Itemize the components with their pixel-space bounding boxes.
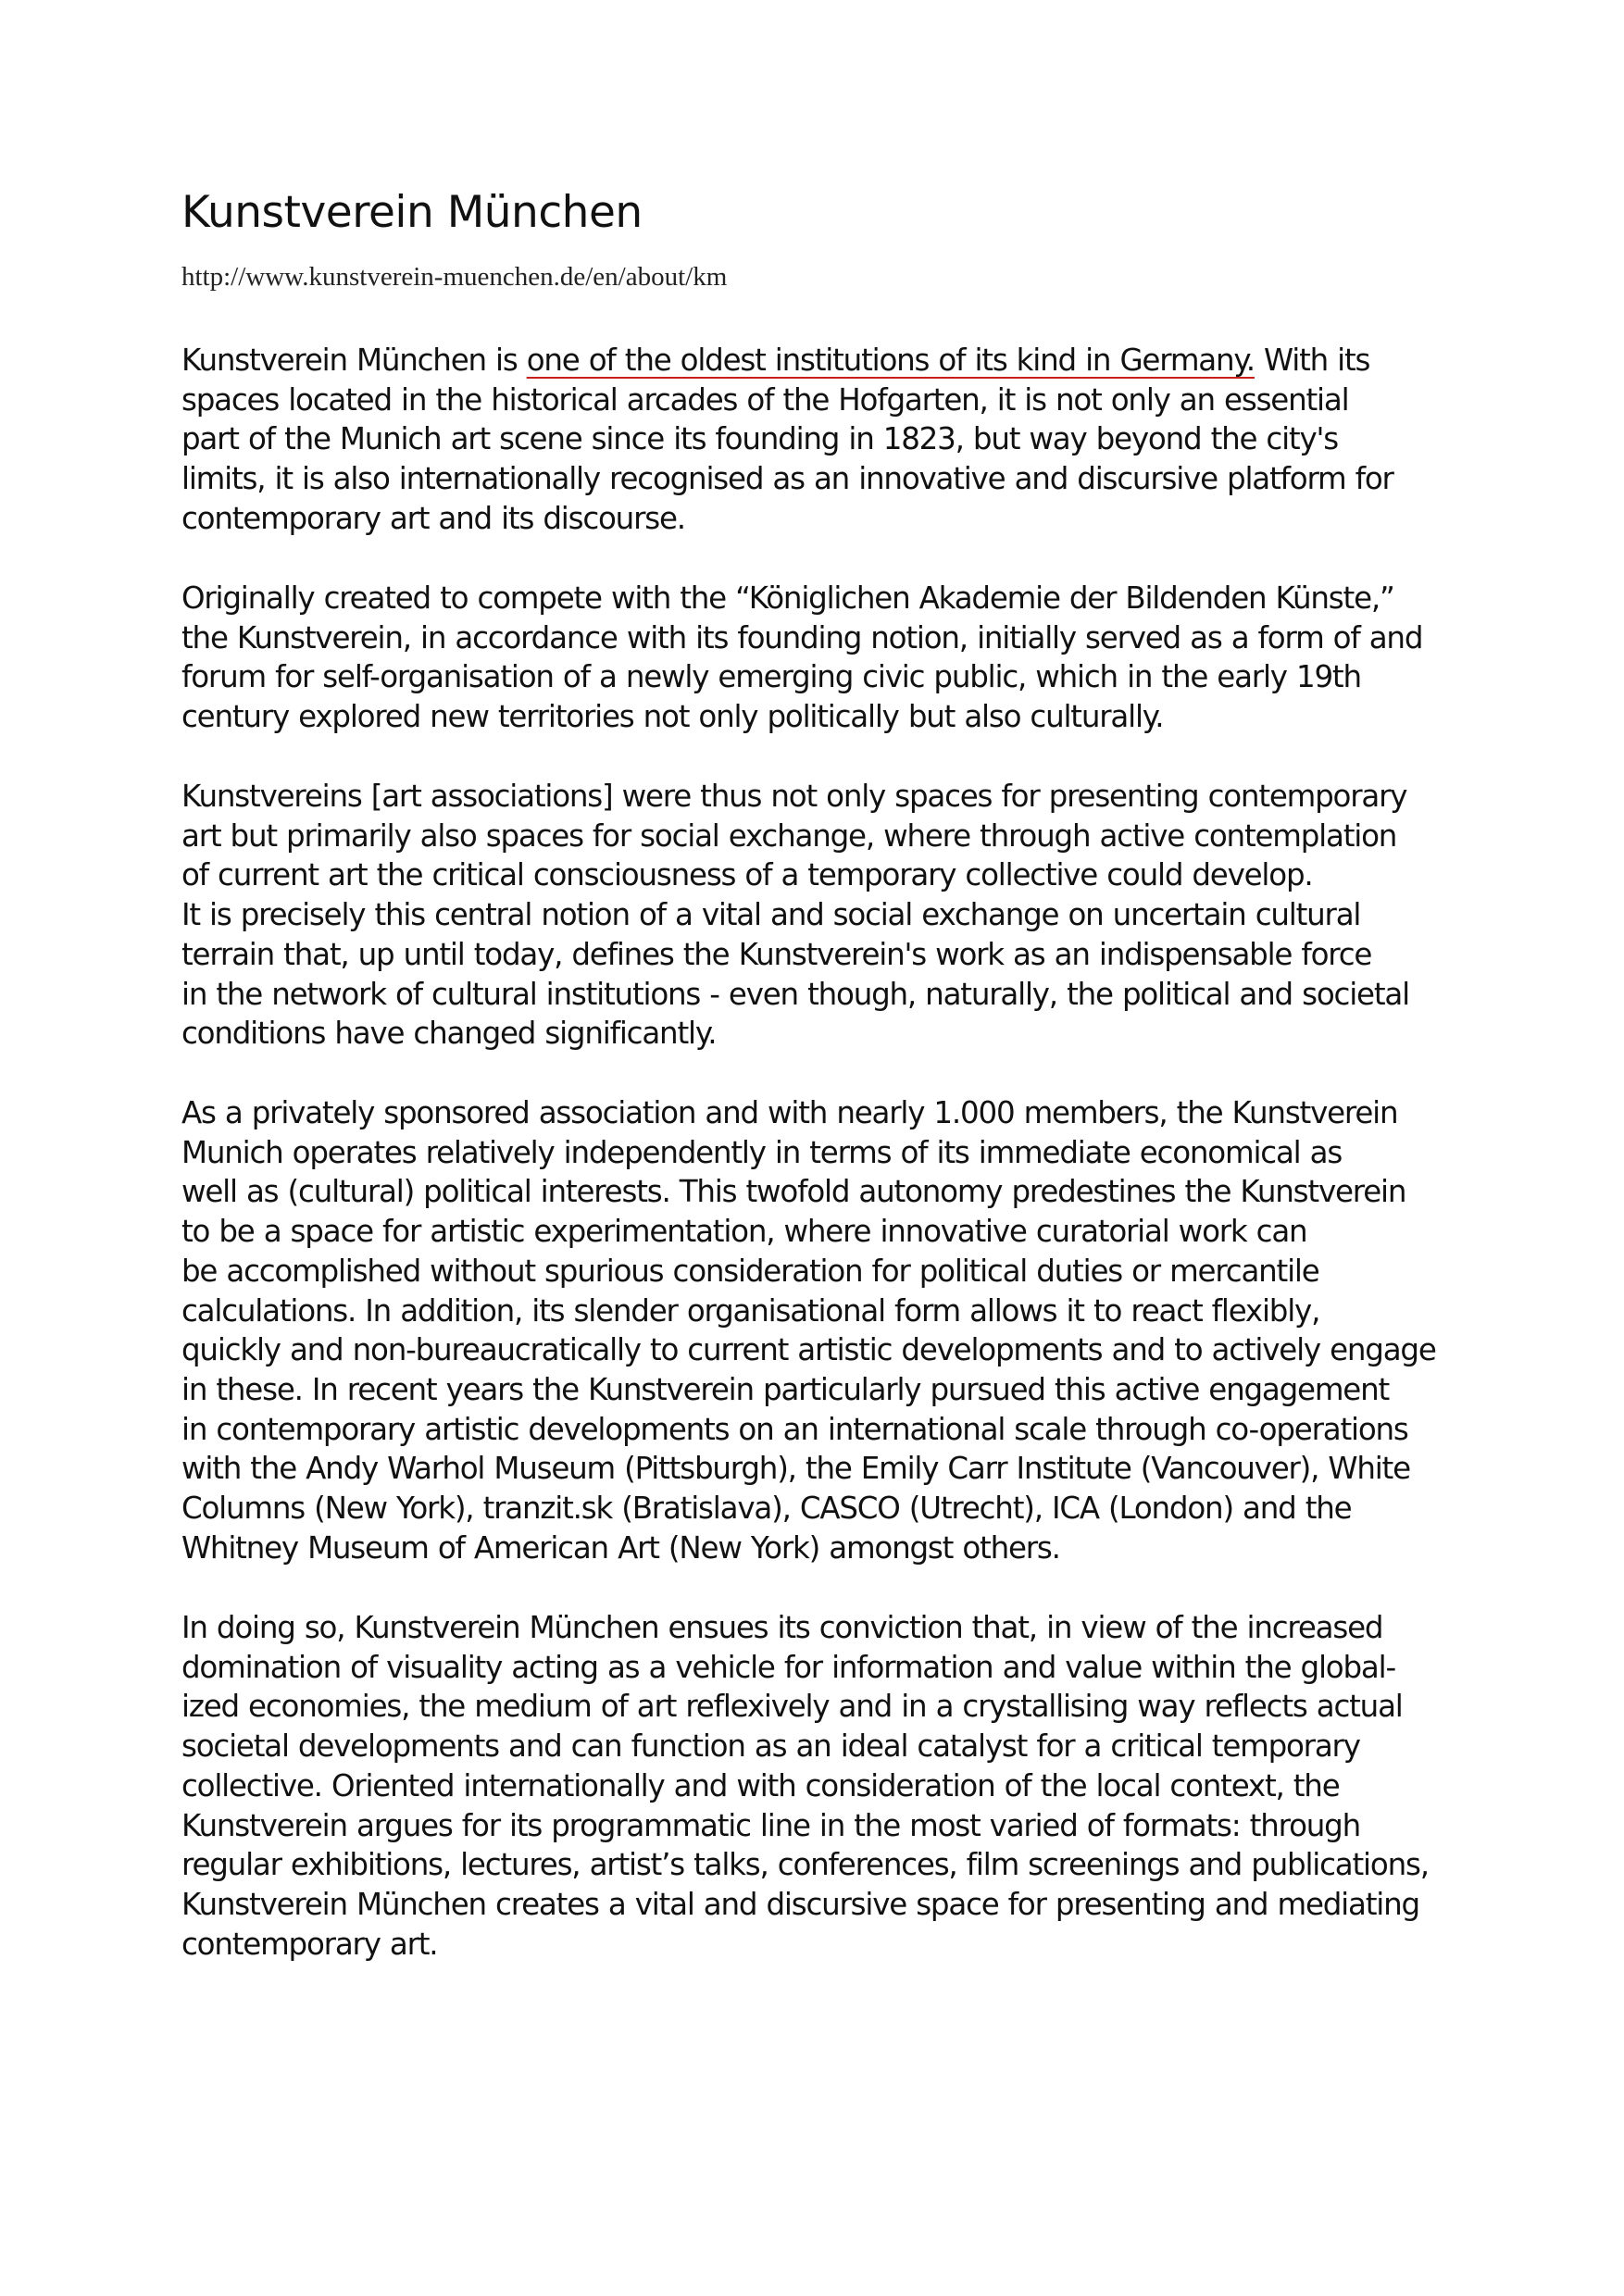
paragraph-social-exchange [181,777,1409,1054]
paragraph-line: Columns (New York), tranzit.sk (Bratislava), CASCO (Utrecht), ICA (London) and the [181,1491,1352,1527]
paragraph-line: Whitney Museum of American Art (New York) amongst others. [181,1529,1060,1566]
paragraph-conviction [181,1608,1429,1964]
paragraph-autonomy [181,1093,1436,1567]
paragraph-line [181,341,1393,381]
paragraph-line: of current art the critical consciousness of a temporary collective could develop. [181,857,1313,893]
highlighted-phrase: one of the oldest institutions of its kind in Germany. [526,343,1255,378]
paragraph-line: terrain that, up until today, defines the Kunstverein's work as an indispensable force [181,936,1372,972]
paragraph-line: contemporary art and its discourse. [181,500,685,536]
paragraph-origins [181,579,1422,737]
paragraph-line: Kunstverein argues for its programmatic line in the most varied of formats: through [181,1807,1360,1843]
paragraph-line: collective. Oriented internationally and with consideration of the local context, the [181,1767,1340,1803]
paragraph-line: Munich operates relatively independently in terms of its immediate economical as [181,1134,1343,1170]
paragraph-line: limits, it is also internationally recognised as an innovative and discursive platform for [181,461,1393,497]
paragraph-line: It is precisely this central notion of a vital and social exchange on uncertain cultural [181,897,1361,933]
paragraph-line: century explored new territories not only politically but also culturally. [181,699,1164,735]
paragraph-line: Originally created to compete with the “Königlichen Akademie der Bildenden Künste,” [181,580,1394,616]
paragraph-line: societal developments and can function as an ideal catalyst for a critical temporary [181,1728,1360,1765]
paragraph-line: calculations. In addition, its slender organisational form allows it to react flexibly, [181,1292,1320,1329]
paragraph-line: spaces located in the historical arcades of the Hofgarten, it is not only an essential [181,381,1349,418]
paragraph-line: In doing so, Kunstverein München ensues its conviction that, in view of the increased [181,1610,1383,1645]
paragraph-line: in contemporary artistic developments on an international scale through co-operations [181,1411,1408,1447]
paragraph-line: in these. In recent years the Kunstverein particularly pursued this active engagement [181,1371,1390,1407]
document-title: Kunstverein München [181,187,643,238]
paragraph-line: quickly and non-bureaucratically to current artistic developments and to actively engage [181,1332,1436,1368]
paragraph-line: art but primarily also spaces for social exchange, where through active contemplation [181,817,1397,854]
paragraph-line: contemporary art. [181,1926,438,1962]
paragraph-intro [181,341,1393,539]
paragraph-line: with the Andy Warhol Museum (Pittsburgh), the Emily Carr Institute (Vancouver), White [181,1451,1410,1487]
source-url: http://www.kunstverein-muenchen.de/en/about/km [181,262,728,292]
paragraph-line: As a privately sponsored association and with nearly 1.000 members, the Kunstverein [181,1095,1398,1130]
text-run: Kunstverein München is [181,343,527,378]
paragraph-line: regular exhibitions, lectures, artist’s talks, conferences, film screenings and publications, [181,1847,1429,1883]
paragraph-line: domination of visuality acting as a vehicle for information and value within the global- [181,1649,1395,1685]
paragraph-line: Kunstvereins [art associations] were thus not only spaces for presenting contemporary [181,779,1407,814]
paragraph-line: Kunstverein München creates a vital and discursive space for presenting and mediating [181,1886,1419,1922]
paragraph-line: be accomplished without spurious consideration for political duties or mercantile [181,1253,1319,1289]
paragraph-line: in the network of cultural institutions - even though, naturally, the political and societal [181,976,1409,1012]
paragraph-line: conditions have changed significantly. [181,1016,717,1052]
paragraph-line: forum for self-organisation of a newly emerging civic public, which in the early 19th [181,659,1361,695]
paragraph-line: well as (cultural) political interests. This twofold autonomy predestines the Kunstverein [181,1174,1406,1210]
paragraph-line: to be a space for artistic experimentation, where innovative curatorial work can [181,1214,1307,1250]
paragraph-line: the Kunstverein, in accordance with its founding notion, initially served as a form of and [181,619,1423,655]
paragraph-line: ized economies, the medium of art reflexively and in a crystallising way reflects actual [181,1689,1403,1725]
text-run: With its [1254,343,1370,378]
paragraph-line: part of the Munich art scene since its founding in 1823, but way beyond the city's [181,421,1338,457]
